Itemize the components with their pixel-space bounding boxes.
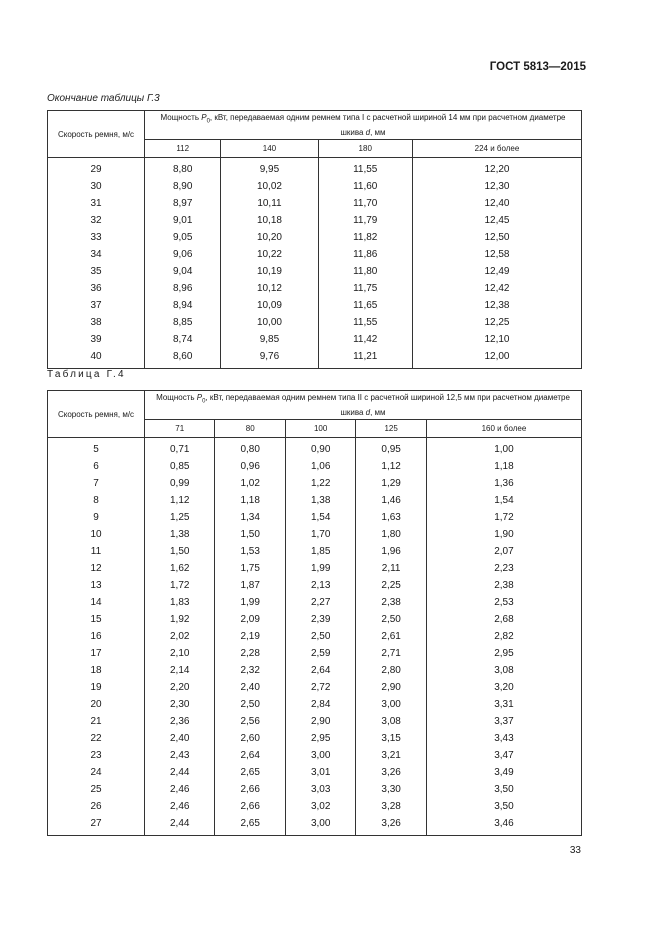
power-cell: 2,23 [426,560,581,577]
power-cell: 11,55 [318,314,412,331]
power-cell: 1,70 [285,526,355,543]
speed-cell: 15 [48,611,145,628]
table3-caption: Окончание таблицы Г.3 [47,93,160,104]
power-cell: 2,19 [215,628,285,645]
power-cell: 12,40 [412,195,581,212]
power-cell: 2,56 [215,713,285,730]
power-cell: 3,46 [426,815,581,836]
speed-cell: 34 [48,246,145,263]
power-cell: 3,26 [356,764,426,781]
page-number: 33 [569,845,581,856]
power-cell: 10,20 [221,229,318,246]
power-cell: 12,20 [412,158,581,179]
table-row [48,509,582,526]
table-row [48,645,582,662]
power-cell: 11,75 [318,280,412,297]
power-column-header: Мощность $P_0$, кВт, передаваемая одним ремнем типа II с расчетной шириной 12,5 мм при расчетном диаметре шкива d, мм [145,391,582,420]
speed-cell: 8 [48,492,145,509]
power-cell: 9,85 [221,331,318,348]
power-cell: 2,95 [285,730,355,747]
table-row [48,543,582,560]
table-row [48,679,582,696]
power-cell: 2,46 [145,798,215,815]
power-cell: 2,38 [426,577,581,594]
power-cell: 3,50 [426,798,581,815]
power-cell: 1,75 [215,560,285,577]
power-cell: 2,64 [215,747,285,764]
power-cell: 12,00 [412,348,581,369]
speed-cell: 10 [48,526,145,543]
power-cell: 2,60 [215,730,285,747]
power-cell: 2,64 [285,662,355,679]
speed-cell: 14 [48,594,145,611]
power-cell: 1,18 [426,458,581,475]
power-column-header: Мощность $P_0$, кВт, передаваемая одним ремнем типа I с расчетной шириной 14 мм при расчетном диаметре шкива d, мм [145,111,582,140]
power-cell: 2,40 [145,730,215,747]
power-cell: 3,08 [426,662,581,679]
table-row [48,781,582,798]
diameter-header: 180 [318,140,412,158]
power-cell: 2,13 [285,577,355,594]
power-cell: 12,38 [412,297,581,314]
power-cell: 8,94 [145,297,221,314]
speed-cell: 11 [48,543,145,560]
speed-cell: 35 [48,263,145,280]
power-cell: 1,92 [145,611,215,628]
power-cell: 1,90 [426,526,581,543]
power-cell: 3,47 [426,747,581,764]
diameter-header: 71 [145,420,215,438]
power-cell: 10,09 [221,297,318,314]
table-row [48,280,582,297]
power-cell: 3,31 [426,696,581,713]
power-cell: 9,01 [145,212,221,229]
power-cell: 1,99 [215,594,285,611]
power-cell: 1,02 [215,475,285,492]
speed-cell: 30 [48,178,145,195]
power-cell: 2,72 [285,679,355,696]
power-cell: 9,06 [145,246,221,263]
table-row [48,246,582,263]
document-number: ГОСТ 5813—2015 [489,61,586,73]
power-cell: 2,59 [285,645,355,662]
power-cell: 8,80 [145,158,221,179]
power-cell: 2,82 [426,628,581,645]
speed-cell: 24 [48,764,145,781]
table-row [48,178,582,195]
power-cell: 2,90 [285,713,355,730]
power-cell: 3,49 [426,764,581,781]
power-cell: 3,01 [285,764,355,781]
diameter-header: 80 [215,420,285,438]
table-row [48,577,582,594]
power-cell: 11,42 [318,331,412,348]
speed-cell: 16 [48,628,145,645]
power-cell: 1,54 [426,492,581,509]
power-cell: 2,61 [356,628,426,645]
power-cell: 2,46 [145,781,215,798]
speed-cell: 7 [48,475,145,492]
speed-cell: 12 [48,560,145,577]
speed-cell: 9 [48,509,145,526]
table-row [48,475,582,492]
power-cell: 2,28 [215,645,285,662]
power-cell: 10,19 [221,263,318,280]
speed-cell: 38 [48,314,145,331]
power-cell: 2,65 [215,764,285,781]
power-cell: 12,50 [412,229,581,246]
table-row [48,314,582,331]
speed-cell: 18 [48,662,145,679]
power-cell: 2,90 [356,679,426,696]
table-row [48,492,582,509]
power-cell: 0,96 [215,458,285,475]
table-row [48,747,582,764]
table-row [48,297,582,314]
table-row [48,526,582,543]
diameter-header: 224 и более [412,140,581,158]
power-cell: 1,29 [356,475,426,492]
power-cell: 10,18 [221,212,318,229]
power-cell: 1,53 [215,543,285,560]
speed-cell: 36 [48,280,145,297]
table-row [48,331,582,348]
power-cell: 2,65 [215,815,285,836]
power-cell: 3,00 [285,747,355,764]
table-row [48,611,582,628]
power-cell: 2,14 [145,662,215,679]
table-row [48,696,582,713]
power-cell: 2,50 [285,628,355,645]
power-cell: 1,85 [285,543,355,560]
power-cell: 2,36 [145,713,215,730]
table-row [48,815,582,836]
table-row [48,628,582,645]
power-cell: 2,53 [426,594,581,611]
speed-cell: 27 [48,815,145,836]
diameter-header: 125 [356,420,426,438]
speed-cell: 26 [48,798,145,815]
speed-cell: 29 [48,158,145,179]
power-cell: 11,80 [318,263,412,280]
power-cell: 1,34 [215,509,285,526]
table-g3 [47,110,582,369]
power-cell: 9,95 [221,158,318,179]
diameter-header: 140 [221,140,318,158]
power-cell: 1,54 [285,509,355,526]
power-cell: 0,80 [215,438,285,459]
power-cell: 3,28 [356,798,426,815]
speed-cell: 13 [48,577,145,594]
power-cell: 3,20 [426,679,581,696]
speed-cell: 22 [48,730,145,747]
table-row [48,713,582,730]
table-g4 [47,390,582,836]
power-cell: 3,00 [285,815,355,836]
power-cell: 9,76 [221,348,318,369]
power-cell: 10,11 [221,195,318,212]
power-cell: 1,00 [426,438,581,459]
power-cell: 1,06 [285,458,355,475]
table-row [48,438,582,459]
power-cell: 2,50 [215,696,285,713]
power-cell: 2,43 [145,747,215,764]
speed-cell: 5 [48,438,145,459]
power-cell: 0,99 [145,475,215,492]
speed-cell: 32 [48,212,145,229]
power-cell: 3,21 [356,747,426,764]
power-cell: 3,43 [426,730,581,747]
power-cell: 2,25 [356,577,426,594]
power-cell: 2,07 [426,543,581,560]
power-cell: 2,32 [215,662,285,679]
power-cell: 1,63 [356,509,426,526]
table-row [48,458,582,475]
power-cell: 2,71 [356,645,426,662]
power-cell: 0,95 [356,438,426,459]
power-cell: 8,74 [145,331,221,348]
table-row [48,195,582,212]
power-cell: 2,09 [215,611,285,628]
power-cell: 2,50 [356,611,426,628]
power-cell: 1,80 [356,526,426,543]
power-cell: 2,40 [215,679,285,696]
power-cell: 12,42 [412,280,581,297]
diameter-header: 100 [285,420,355,438]
power-cell: 3,00 [356,696,426,713]
power-cell: 0,71 [145,438,215,459]
speed-cell: 19 [48,679,145,696]
table-row [48,662,582,679]
power-cell: 2,20 [145,679,215,696]
power-cell: 2,68 [426,611,581,628]
power-cell: 1,12 [356,458,426,475]
power-cell: 1,22 [285,475,355,492]
table-row [48,764,582,781]
power-cell: 8,90 [145,178,221,195]
diameter-header: 112 [145,140,221,158]
speed-cell: 23 [48,747,145,764]
power-cell: 3,03 [285,781,355,798]
power-cell: 1,72 [145,577,215,594]
power-cell: 3,08 [356,713,426,730]
power-cell: 2,38 [356,594,426,611]
diameter-header: 160 и более [426,420,581,438]
power-cell: 1,99 [285,560,355,577]
power-cell: 1,50 [145,543,215,560]
speed-column-header: Скорость ремня, м/с [48,111,145,158]
power-cell: 10,12 [221,280,318,297]
power-cell: 3,15 [356,730,426,747]
speed-cell: 20 [48,696,145,713]
speed-cell: 37 [48,297,145,314]
power-cell: 1,12 [145,492,215,509]
speed-cell: 6 [48,458,145,475]
speed-cell: 40 [48,348,145,369]
power-cell: 1,62 [145,560,215,577]
power-cell: 2,10 [145,645,215,662]
power-cell: 9,04 [145,263,221,280]
power-cell: 1,96 [356,543,426,560]
speed-cell: 39 [48,331,145,348]
power-cell: 3,26 [356,815,426,836]
power-cell: 2,02 [145,628,215,645]
power-cell: 11,82 [318,229,412,246]
table4-caption: Таблица Г.4 [47,369,126,380]
power-cell: 1,50 [215,526,285,543]
power-cell: 11,21 [318,348,412,369]
speed-cell: 21 [48,713,145,730]
power-cell: 12,10 [412,331,581,348]
power-cell: 0,85 [145,458,215,475]
power-cell: 2,66 [215,798,285,815]
table-row [48,560,582,577]
power-cell: 10,00 [221,314,318,331]
power-cell: 3,37 [426,713,581,730]
table-row [48,798,582,815]
speed-cell: 33 [48,229,145,246]
speed-cell: 25 [48,781,145,798]
speed-cell: 31 [48,195,145,212]
power-cell: 2,27 [285,594,355,611]
power-cell: 3,50 [426,781,581,798]
power-cell: 11,79 [318,212,412,229]
power-cell: 11,86 [318,246,412,263]
power-cell: 12,58 [412,246,581,263]
power-cell: 1,46 [356,492,426,509]
power-cell: 2,30 [145,696,215,713]
power-cell: 1,38 [285,492,355,509]
power-cell: 10,22 [221,246,318,263]
power-cell: 12,45 [412,212,581,229]
power-cell: 11,70 [318,195,412,212]
power-cell: 8,97 [145,195,221,212]
table-row [48,229,582,246]
power-cell: 1,25 [145,509,215,526]
power-cell: 2,39 [285,611,355,628]
power-cell: 2,44 [145,815,215,836]
power-cell: 8,60 [145,348,221,369]
power-cell: 1,36 [426,475,581,492]
table-row [48,158,582,179]
power-cell: 8,96 [145,280,221,297]
table-row [48,212,582,229]
power-cell: 11,65 [318,297,412,314]
power-cell: 2,95 [426,645,581,662]
power-cell: 2,84 [285,696,355,713]
table-row [48,263,582,280]
power-cell: 3,02 [285,798,355,815]
power-cell: 1,38 [145,526,215,543]
speed-cell: 17 [48,645,145,662]
power-cell: 10,02 [221,178,318,195]
power-cell: 12,30 [412,178,581,195]
power-cell: 12,25 [412,314,581,331]
power-cell: 1,18 [215,492,285,509]
power-cell: 1,72 [426,509,581,526]
table-row [48,594,582,611]
speed-column-header: Скорость ремня, м/с [48,391,145,438]
power-cell: 2,66 [215,781,285,798]
power-cell: 2,11 [356,560,426,577]
power-cell: 0,90 [285,438,355,459]
power-cell: 11,55 [318,158,412,179]
power-cell: 11,60 [318,178,412,195]
power-cell: 1,83 [145,594,215,611]
power-cell: 12,49 [412,263,581,280]
power-cell: 2,44 [145,764,215,781]
table-row [48,730,582,747]
power-cell: 1,87 [215,577,285,594]
power-cell: 3,30 [356,781,426,798]
power-cell: 2,80 [356,662,426,679]
power-cell: 9,05 [145,229,221,246]
table-row [48,348,582,369]
power-cell: 8,85 [145,314,221,331]
